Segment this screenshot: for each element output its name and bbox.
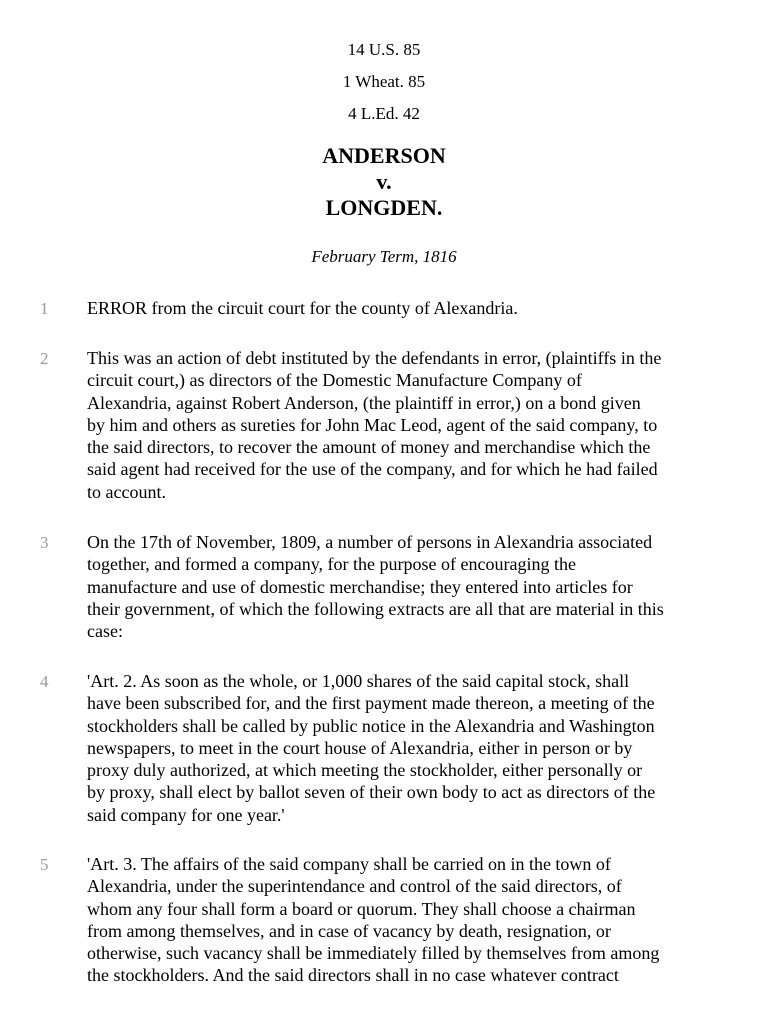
- citation-us: 14 U.S. 85: [347, 40, 421, 59]
- paragraph-text: This was an action of debt instituted by the defendants in error, (plaintiffs in the circuit court,) as directors of the Domestic Manufacture Company of Alexandria, against Robert Anderson, (the plaintiff in error,) on a bond given by him and others as sureties for John Mac Leod, agent of the said company, to the said directors, to recover the amount of money and merchandise which the said agent had received for the use of the company, and for which he had failed to account.: [87, 348, 662, 502]
- paragraph-text: On the 17th of November, 1809, a number of persons in Alexandria associated together, and formed a company, for the purpose of encouraging the manufacture and use of domestic merchandise; they entered into articles for their government, of which the following extracts are all that are material in this case:: [87, 532, 664, 642]
- versus: v.: [376, 169, 392, 194]
- court-term: February Term, 1816: [311, 247, 457, 266]
- paragraph-number: 3: [40, 533, 49, 552]
- citation-wheat: 1 Wheat. 85: [342, 72, 426, 91]
- paragraph-text: 'Art. 3. The affairs of the said company shall be carried on in the town of Alexandria, under the superintendance and control of the said directors, of whom any four shall form a board or quorum. They shall choose a chairman from among themselves, and in case of vacancy by death, resignation, or otherwise, such vacancy shall be immediately filled by themselves from among the stockholders. And the said directors shall in no case whatever contract: [87, 854, 660, 986]
- paragraph-number: 2: [40, 349, 49, 368]
- paragraph-number: 1: [40, 299, 49, 318]
- citations: [0, 34, 768, 130]
- party-two: LONGDEN.: [325, 195, 443, 220]
- paragraph-number: 5: [40, 855, 49, 874]
- paragraph-text: ERROR from the circuit court for the county of Alexandria.: [87, 298, 518, 318]
- case-title: [0, 143, 768, 221]
- paragraph-number: 4: [40, 672, 49, 691]
- citation-led: 4 L.Ed. 42: [348, 104, 420, 123]
- party-one: ANDERSON: [322, 143, 446, 168]
- paragraph-text: 'Art. 2. As soon as the whole, or 1,000 shares of the said capital stock, shall have been subscribed for, and the first payment made thereon, a meeting of the stockholders shall be called by public notice in the Alexandria and Washington newspapers, to meet in the court house of Alexandria, either in person or by proxy duly authorized, at which meeting the stockholder, either personally or by proxy, shall elect by ballot seven of their own body to act as directors of the said company for one year.': [87, 671, 656, 825]
